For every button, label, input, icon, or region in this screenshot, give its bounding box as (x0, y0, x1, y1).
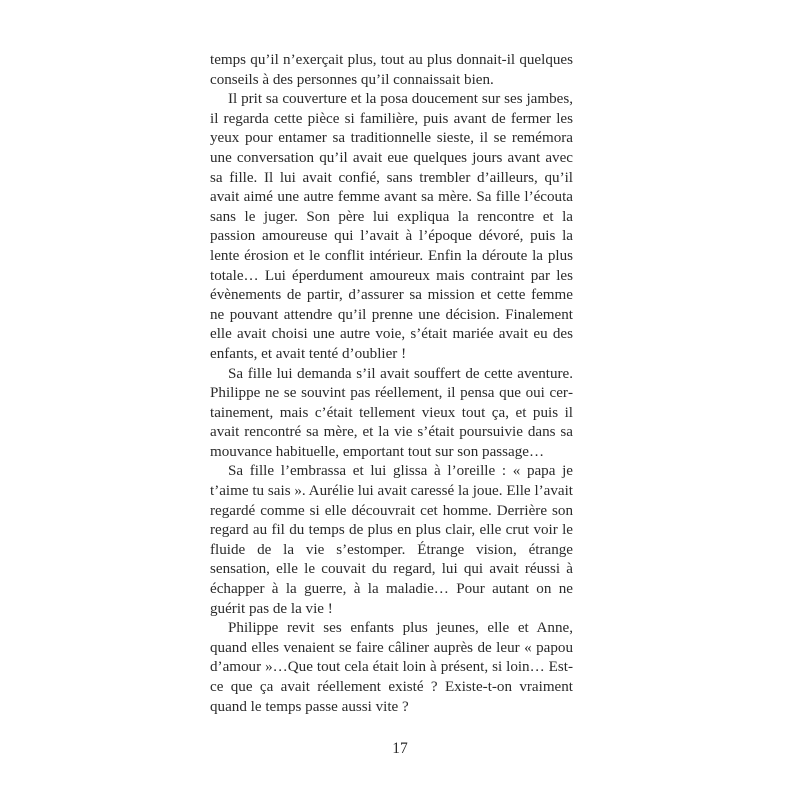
paragraph: Philippe revit ses enfants plus jeunes, elle et Anne, quand elles venaient se faire câliner auprès de leur « papou d’amour »…Que tout cela était loin à présent, si loin… Est-ce que ça avait réellement existé ? Existe-t-on vraiment quand le temps passe aussi vite ? (210, 620, 573, 715)
paragraph: Il prit sa couverture et la posa doucement sur ses jambes, il regarda cette pièce si familière, puis avant de fermer les yeux pour entamer sa traditionnelle sieste, il se remémora une conversation qu’il avait eue quelques jours avant avec sa fille. Il lui avait confié, sans trembler d’ailleurs, qu’il avait aimé une autre femme avant sa mère. Sa fille l’écouta sans le juger. Son père lui expliqua la rencontre et la passion amoureuse qui l’avait à l’époque dévoré, puis la lente érosion et le conflit intérieur. Enfin la déroute la plus totale… Lui éperdument amoureux mais contraint par les évènements de partir, d’assurer sa mission et cette femme ne pouvant attendre qu’il prenne une décision. Finalement elle avait choisi une autre voie, s’était mariée avait eu des enfants, et avait tenté d’oublier ! (210, 91, 573, 362)
paragraph: Sa fille l’embrassa et lui glissa à l’oreille : « papa je t’aime tu sais ». Aurélie lui avait caressé la joue. Elle l’avait regardé comme si elle découvrait cet homme. Derrière son regard au fil du temps de plus en plus clair, elle crut voir le fluide de la vie s’estomper. Étrange vision, étrange sensation, elle le couvait du regard, lui qui avait réussi à échapper à la guerre, à la maladie… Pour autant on ne guérit pas de la vie ! (210, 463, 573, 617)
body-text (210, 51, 573, 717)
paragraph: Sa fille lui demanda s’il avait souffert de cette aventure. Philippe ne se souvint pas réellement, il pensa que oui certainement, mais c’était tellement vieux tout ça, et puis il avait rencontré sa mère, et la vie s’était poursuivie dans sa mouvance habituelle, emportant tout sur son passage… (210, 365, 573, 460)
page-number: 17 (392, 740, 408, 757)
paragraph: temps qu’il n’exerçait plus, tout au plus donnait-il quelques conseils à des personnes qu’il connaissait bien. (210, 52, 573, 88)
